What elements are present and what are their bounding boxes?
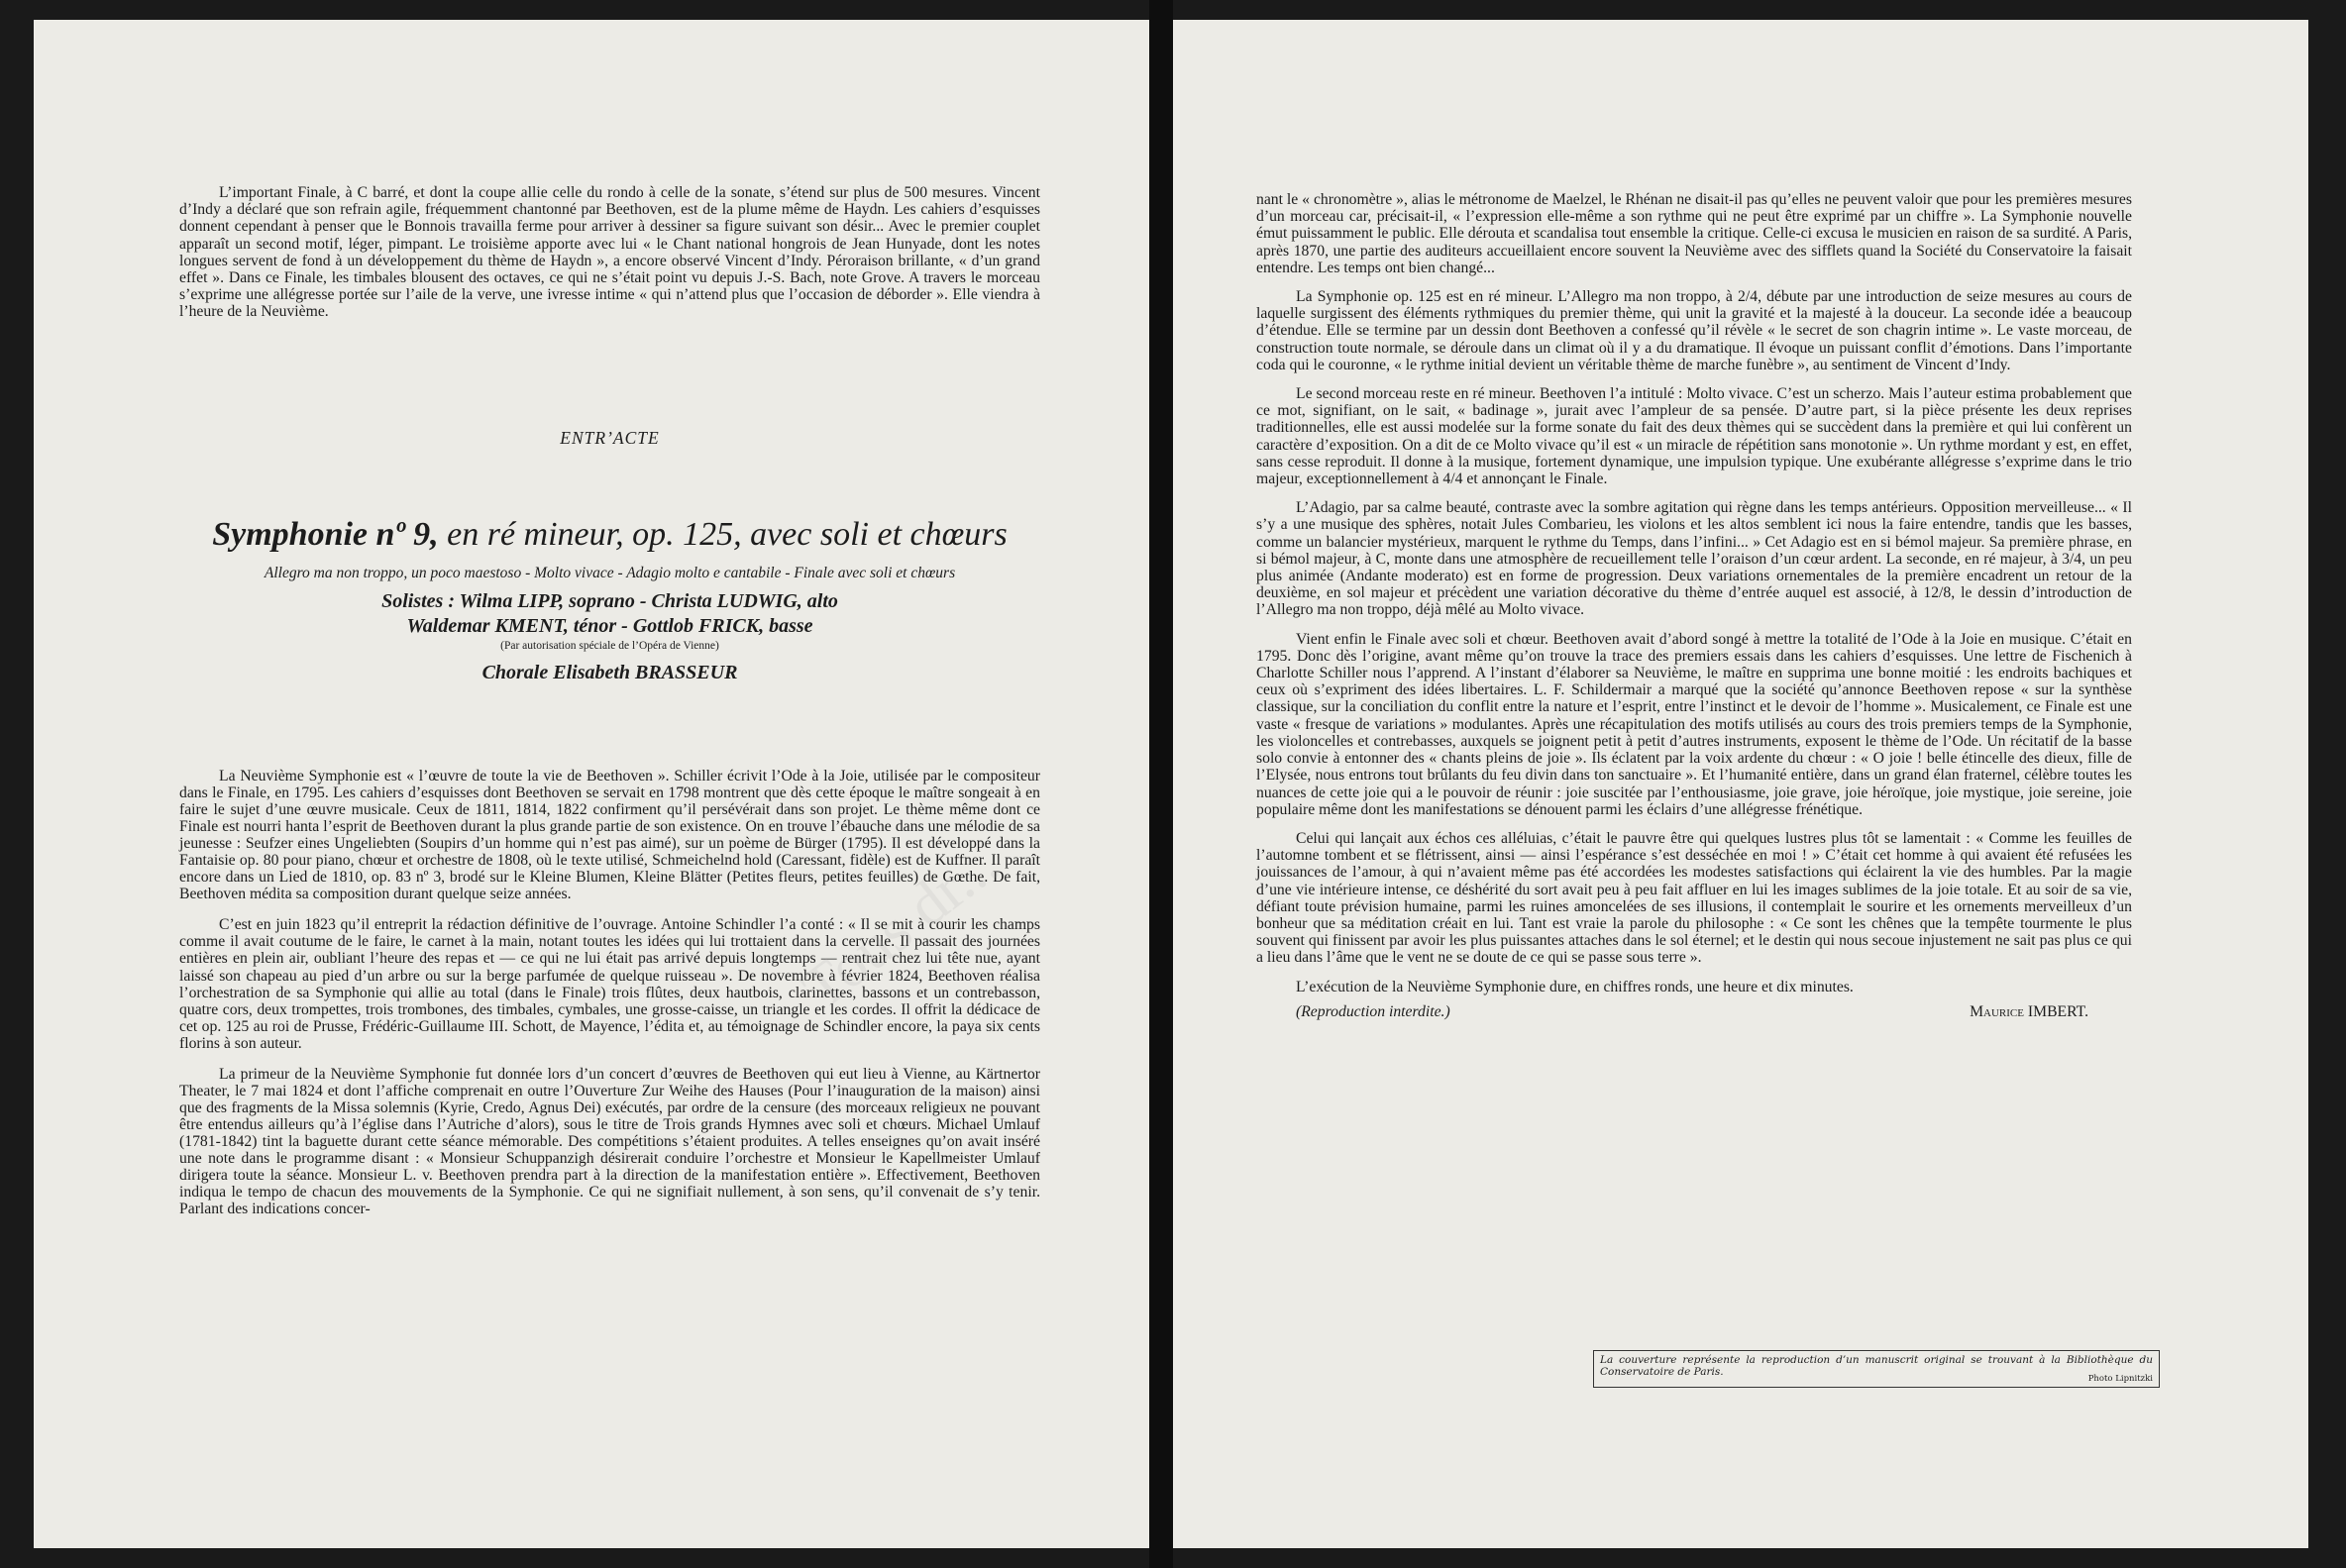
paragraph-metronome: nant le « chronomètre », alias le métronome de Maelzel, le Rhénan ne disait-il pas qu’elles ne peuvent valoir que pour les premières mesures d’un morceau car, précisait-il, « l’expression elle-même a son rythme qui ne peut être exprimé par un chiffre ». La Symphonie nouvelle émut puissamment le public. Elle dérouta et scandalisa tout ensemble la critique. Celle-ci excusa le musicien en raison de sa surdité. A Paris, après 1870, une partie des auditeurs accueillaient encore souvent la Neuvième avec des sifflets quand la Société du Conservatoire la faisait entendre. Les temps ont bien changé... <box>1256 191 2132 276</box>
watermark-text: Tous dr... <box>790 829 1012 1023</box>
book-gutter <box>1149 0 1173 1568</box>
opera-authorization: (Par autorisation spéciale de l’Opéra de Vienne) <box>500 640 719 652</box>
reproduction-notice: (Reproduction interdite.) <box>1296 1002 1450 1020</box>
paragraph-allegro: La Symphonie op. 125 est en ré mineur. L’Allegro ma non troppo, à 2/4, débute par une introduction de seize mesures au cours de laquelle surgissent des éléments rythmiques du premier thème, qui unit la gravité et la majesté à la douceur. La seconde idée a beaucoup d’étendue. Elle se termine par un dessin dont Beethoven a confessé qu’il révèle « le secret de son chagrin intime ». Le vaste morceau, de construction toute normale, se déroule dans un climat où il y a du dramatique. Il évoque un puissant conflit d’émotions. Dans l’importante coda qui le couronne, « le rythme initial devient un véritable thème de marche funèbre », au sentiment de Vincent d’Indy. <box>1256 288 2132 373</box>
left-page <box>34 20 1149 1548</box>
chorale-name: Chorale Elisabeth BRASSEUR <box>481 662 738 683</box>
left-body-text <box>179 768 1040 1231</box>
intro-paragraph <box>179 184 1040 333</box>
paragraph-neuvieme-origins: La Neuvième Symphonie est « l’œuvre de toute la vie de Beethoven ». Schiller écrivit l’Ode à la Joie, utilisée par le compositeur dans le Finale, en 1795. Les cahiers d’esquisses dont Beethoven se servait en 1798 montrent que dès cette époque le maître songeait à en faire le sujet d’une œuvre musicale. Ceux de 1811, 1814, 1822 confirment qu’il persévérait dans son projet. Le thème même dont ce Finale est nourri hanta l’esprit de Beethoven durant la plus grande partie de son existence. On en trouve l’ébauche dans une mélodie de sa jeunesse : Seufzer eines Ungeliebten (Soupirs d’un homme qui n’est pas aimé), sur un poème de Bürger (1795). Il est développé dans la Fantaisie op. 80 pour piano, chœur et orchestre de 1808, où le texte utilisé, Schmeichelnd hold (Caressant, fidèle) est de Kuffner. Il paraît encore dans un Lied de 1810, op. 83 nº 3, brodé sur le Kleine Blumen, Kleine Blätter (Petites fleurs, petites feuilles) de Gœthe. De fait, Beethoven médita sa composition durant quelque seize années. <box>179 768 1040 903</box>
paragraph-conclusion: Celui qui lançait aux échos ces alléluias, c’était le pauvre être qui quelques lustres plus tôt se lamentait : « Comme les feuilles de l’automne tombent et se flétrissent, ainsi — ainsi l’espérance s’est desséchée en moi ! » C’était cet homme à qui avaient été refusées les jouissances de l’amour, à qui n’avaient même pas été accordées les modestes satisfactions qui éclairent la vie des humbles. Par la magie d’une vie intérieure intense, ce déshérité du sort avait peu à peu fait affluer en lui les images sublimes de la joie totale. Et au soir de sa vie, défiant toute prévision humaine, parmi les ruines amoncelées de ses illusions, il contemplait le sourire et les ornements merveilleux d’un bonheur que sa méditation créait en lui. Tant est vraie la parole du philosophe : « Ce sont les chênes que la tempête tourmente le plus souvent qui finissent par avoir les plus puissantes attaches dans le sol éternel; et le destin qui nous secoue injustement ne sait pas plus ce qui a lieu dans l’âme que le vent ne se doute de ce qui se passe sous terre ». <box>1256 829 2132 967</box>
cover-caption-box <box>1593 1350 2160 1388</box>
symphony-title-rest: en ré mineur, op. 125, avec soli et chœurs <box>438 516 1008 553</box>
symphony-title <box>179 515 1040 555</box>
paragraph-premiere-1824: La primeur de la Neuvième Symphonie fut donnée lors d’un concert d’œuvres de Beethoven qui eut lieu à Vienne, au Kärtnertor Theater, le 7 mai 1824 et dont l’affiche comprenait en outre l’Ouverture Zur Weihe des Hauses (Pour l’inauguration de la maison) ainsi que des fragments de la Missa solemnis (Kyrie, Credo, Agnus Dei) exécutés, par ordre de la censure (des morceaux religieux ne pouvant être entendus ailleurs qu’à l’église dans l’Autriche d’alors), sous le titre de Trois grands Hymnes avec soli et chœurs. Michael Umlauf (1781-1842) tint la baguette durant cette séance mémorable. Des compétitions s’étaient produites. A telles enseignes qu’on avait inséré une note dans le programme disant : « Monsieur Schuppanzigh désirerait conduire l’orchestre et Monsieur le Kapellmeister Umlauf dirigera toute la séance. Monsieur L. v. Beethoven prendra part à la direction de la manifestation entière ». Effectivement, Beethoven indiqua le tempo de chacun des mouvements de la Symphonie. Ce qui ne signifiait nullement, à son sens, qu’il convenait de s’y tenir. Parlant des indications concer- <box>179 1065 1040 1218</box>
soloists-line-2: Waldemar KMENT, ténor - Gottlob FRICK, basse <box>406 615 813 637</box>
soloists-line-1: Solistes : Wilma LIPP, soprano - Christa LUDWIG, alto <box>381 590 838 612</box>
paragraph-duration: L’exécution de la Neuvième Symphonie dure, en chiffres ronds, une heure et dix minutes. <box>1296 978 1854 995</box>
cover-caption-text: La couverture représente la reproduction d’un manuscrit original se trouvant à la Bibliothèque du Conservatoire de Paris. <box>1600 1354 2153 1378</box>
right-page <box>1173 20 2308 1548</box>
right-body-text <box>1256 191 2132 1020</box>
finale-intro-text: L’important Finale, à C barré, et dont la coupe allie celle du rondo à celle de la sonate, s’étend sur plus de 500 mesures. Vincent d’Indy a déclaré que son refrain agile, fréquemment chantonné par Beethoven, est de la plume même de Haydn. Les cahiers d’esquisses donnent cependant à penser que le Bonnois travailla ferme pour arriver à dessiner sa figure suivant son désir... Avec le premier couplet apparaît un second motif, léger, pimpant. Le troisième apporte avec lui « le Chant national hongrois de Jean Hunyade, dont les notes longues servent de fond à un développement du thème de Haydn », a encore observé Vincent d’Indy. Péroraison brillante, « d’un grand effet ». Dans ce Finale, les timbales blousent des octaves, ce qui ne s’était point vu depuis J.-S. Bach, note Grove. A travers le morceau s’exprime une allégresse portée sur l’aile de la verve, une ivresse intime « qui n’attend plus que l’occasion de déborder ». Elle viendra à l’heure de la Neuvième. <box>179 184 1040 321</box>
symphony-title-number: Symphonie nº 9, <box>212 516 439 553</box>
signature-line <box>1256 1003 2132 1020</box>
paragraph-finale: Vient enfin le Finale avec soli et chœur. Beethoven avait d’abord songé à mettre la totalité de l’Ode à la Joie en musique. C’était en 1795. Donc dès l’origine, avant même qu’on trouve la trace des premiers essais dans les cahiers d’esquisses. Une lettre de Fischenich à Charlotte Schiller nous l’apprend. A l’instant d’élaborer sa Neuvième, le maître en supprima une bonne moitié : les endroits bachiques et ceux où s’expriment des idées libertaires. L. F. Schildermair a marqué que la société qu’annonce Beethoven repose « sur la synthèse classique, sur la conciliation du conflit entre la nature et l’esprit, entre l’instinct et le devoir de l’homme ». Musicalement, ce Finale est une vaste « fresque de variations » modulantes. Après une récapitulation des motifs utilisés au cours des trois premiers temps de la Symphonie, les violoncelles et contrebasses, auxquels se joignent petit à petit d’autres instruments, exposent le thème de l’Ode. Un récitatif de la basse solo convie à entonner des « chants pleins de joie ». Ils éclatent par la voix ardente du chœur : « O joie ! belle étincelle des dieux, fille de l’Elysée, nous entrons tout brûlants du feu divin dans ton sanctuaire ». Et l’humanité entière, dans un grand élan fraternel, célèbre toutes les nuances de cette joie qui a le pouvoir de réunir : joie suscitée par l’enthousiasme, joie grave, joie héroïque, joie mystique, joie sereine, joie populaire même dont les manifestations se dénouent parmi les éclairs d’une allégresse frénétique. <box>1256 630 2132 818</box>
symphony-title-block <box>179 515 1040 684</box>
photo-credit: Photo Lipnitzki <box>2087 1374 2153 1384</box>
paragraph-composition-1823: C’est en juin 1823 qu’il entreprit la rédaction définitive de l’ouvrage. Antoine Schindler l’a conté : « Il se mit à courir les champs comme il avait coutume de le faire, le carnet à la main, notant toutes les idées qui lui trottaient dans la cervelle. Il passait des journées entières en plein air, oubliant l’heure des repas et — ce qui ne lui était pas arrivé depuis longtemps — rentrait chez lui tête nue, ayant laissé son chapeau au pied d’un arbre ou sur la berge parfumée de quelque ruisseau ». De novembre à février 1824, Beethoven réalisa l’orchestration de sa Symphonie qui allie au total (dans le Finale) trois flûtes, deux hautbois, clarinettes, bassons et un contrebasson, quatre cors, deux trompettes, trois trombones, des timbales, cymbales, une grosse-caisse, un triangle et les cordes. Il offrit la dédicace de cet op. 125 au roi de Prusse, Frédéric-Guillaume III. Schott, de Mayence, l’édita et, au témoignage de Schindler encore, la paya six cents florins à son auteur. <box>179 916 1040 1052</box>
entracte-heading: ENTR’ACTE <box>560 428 660 448</box>
paragraph-molto-vivace: Le second morceau reste en ré mineur. Beethoven l’a intitulé : Molto vivace. C’est un scherzo. Mais l’auteur estima probablement que ce mot, signifiant, on le sait, « badinage », jurait avec l’ampleur de sa pensée. D’autre part, si la pièce présente les deux reprises traditionnelles, elle est aussi modelée sur la forme sonate du fait des deux thèmes qui se succèdent dans la première et qui lui confèrent un caractère d’exposition. On a dit de ce Molto vivace qu’il est « un miracle de répétition sans monotonie ». Un rythme mordant y est, en effet, sans cesse reproduit. Il donne à la musique, fortement dynamique, une impulsion typique. Une exubérante allégresse s’exprime dans le trio majeur, exceptionnellement à 4/4 et annonçant le Finale. <box>1256 385 2132 488</box>
paragraph-adagio: L’Adagio, par sa calme beauté, contraste avec la sombre agitation qui règne dans les temps antérieurs. Opposition merveilleuse... « Il s’y a une musique des sphères, notait Jules Combarieu, les violons et les altos semblent ici nous la faire entendre, tandis que les basses, comme un balancier mystérieux, marquent le rythme du Temps, dans l’infini... » Cet Adagio est en si bémol majeur. Sa première phrase, en si bémol majeur, à C, monte dans une atmosphère de recueillement telle l’oraison d’un cœur ardent. La seconde, en ré majeur, à 3/4, un peu plus animée (Andante moderato) est en forme de progression. Deux variations ornementales de la première encadrent un retour de la deuxième, en sol majeur et précèdent une variation décorative du thème d’entrée auquel est associé, à 12/8, le dessin d’introduction de l’Allegro ma non troppo, déjà mêlé au Molto vivace. <box>1256 499 2132 619</box>
author-name: Maurice IMBERT. <box>1970 1002 2088 1020</box>
movement-tempi: Allegro ma non troppo, un poco maestoso - Molto vivace - Adagio molto e cantabile - Finale avec soli et chœurs <box>264 565 956 581</box>
